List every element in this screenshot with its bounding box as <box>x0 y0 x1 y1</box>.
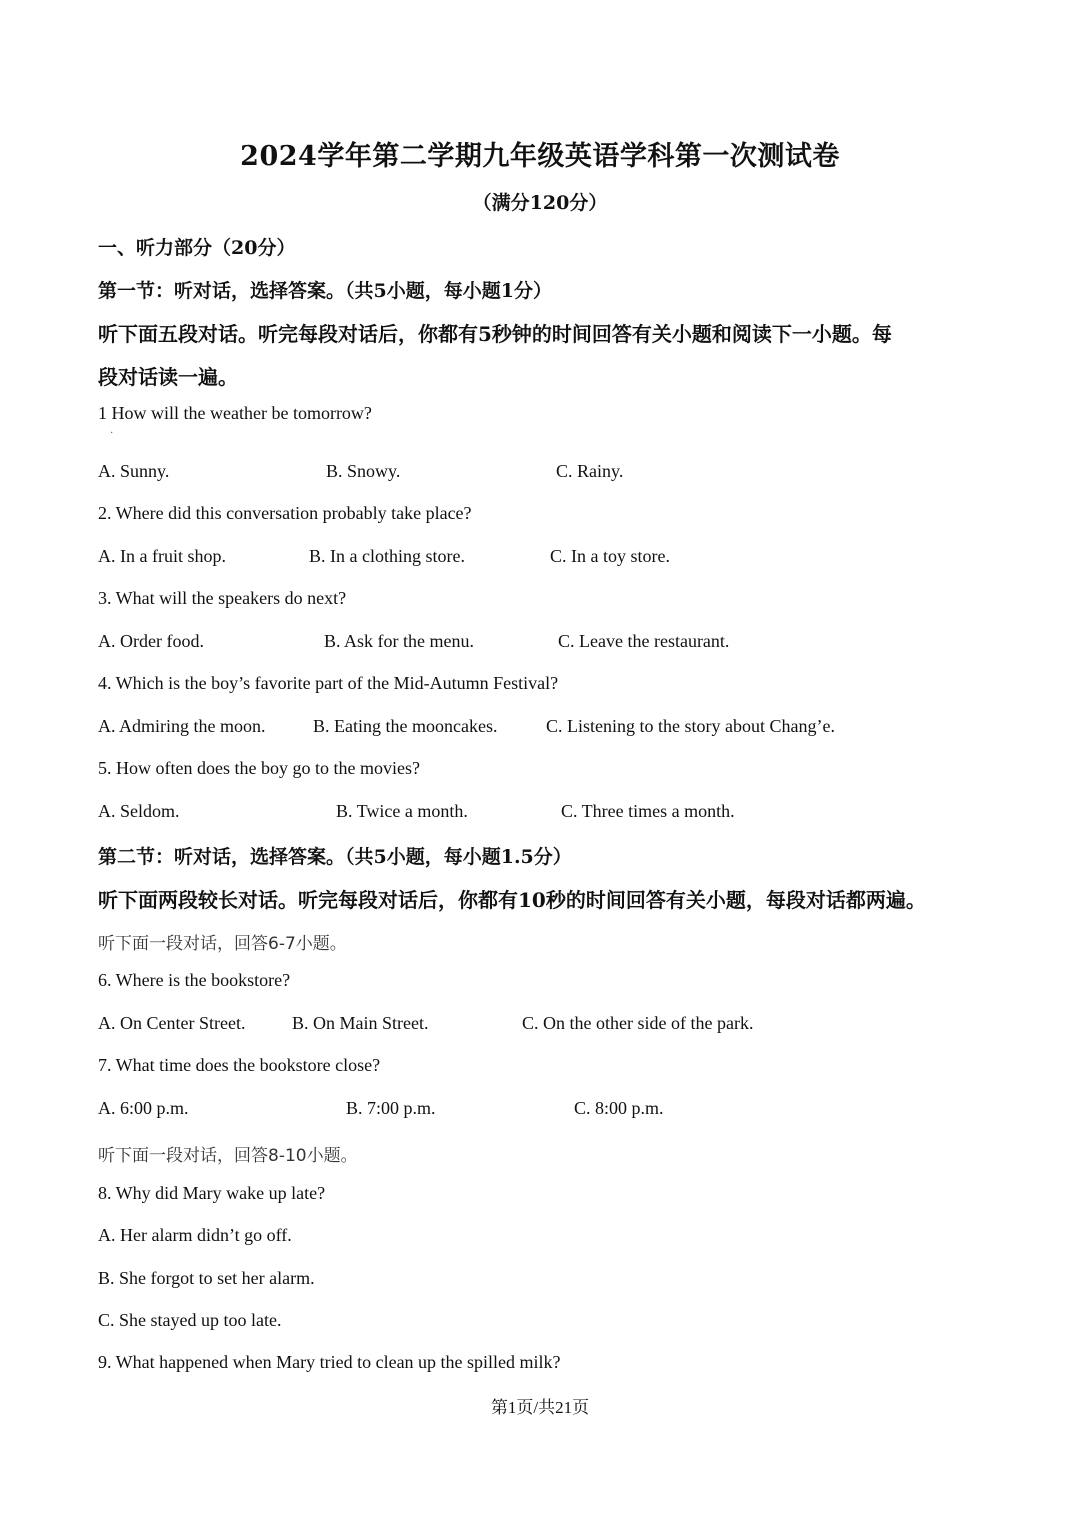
part2-heading: 第二节：听对话，选择答案。（共5小题，每小题1.5分） <box>98 846 572 868</box>
q1-option-a: A. Sunny. <box>98 461 170 481</box>
question-4: 4. Which is the boy’s favorite part of the Mid-Autumn Festival? <box>98 673 559 693</box>
q6-option-b: B. On Main Street. <box>292 1013 429 1033</box>
q8-option-b: B. She forgot to set her alarm. <box>98 1268 315 1288</box>
dialogue-note-8-10: 听下面一段对话，回答8-10小题。 <box>98 1146 358 1166</box>
q5-option-a: A. Seldom. <box>98 801 180 821</box>
q8-option-c: C. She stayed up too late. <box>98 1310 282 1330</box>
part1-instruction-line1: 听下面五段对话。听完每段对话后，你都有5秒钟的时间回答有关小题和阅读下一小题。每 <box>98 322 892 346</box>
q2-option-a: A. In a fruit shop. <box>98 546 226 566</box>
q3-option-b: B. Ask for the menu. <box>324 631 474 651</box>
question-3: 3. What will the speakers do next? <box>98 588 347 608</box>
q6-option-a: A. On Center Street. <box>98 1013 246 1033</box>
q4-option-a: A. Admiring the moon. <box>98 716 266 736</box>
dialogue-note-6-7: 听下面一段对话，回答6-7小题。 <box>98 934 347 954</box>
question-7: 7. What time does the bookstore close? <box>98 1055 381 1075</box>
q8-option-a: A. Her alarm didn’t go off. <box>98 1225 292 1245</box>
q7-option-a: A. 6:00 p.m. <box>98 1098 189 1118</box>
q1-option-c: C. Rainy. <box>556 461 624 481</box>
q2-option-b: B. In a clothing store. <box>309 546 465 566</box>
question-5: 5. How often does the boy go to the movies? <box>98 758 420 778</box>
question-2: 2. Where did this conversation probably take place? <box>98 503 472 523</box>
page-footer: 第1页/共21页 <box>490 1398 590 1417</box>
q3-option-c: C. Leave the restaurant. <box>558 631 730 651</box>
part1-instruction-line2: 段对话读一遍。 <box>98 365 238 389</box>
q5-option-b: B. Twice a month. <box>336 801 468 821</box>
q4-option-c: C. Listening to the story about Chang’e. <box>546 716 835 736</box>
question-9: 9. What happened when Mary tried to clean up the spilled milk? <box>98 1352 561 1372</box>
q2-option-c: C. In a toy store. <box>550 546 670 566</box>
question-1: 1 How will the weather be tomorrow? <box>98 403 372 423</box>
question-6: 6. Where is the bookstore? <box>98 970 291 990</box>
page-title: 2024学年第二学期九年级英语学科第一次测试卷 <box>240 141 840 172</box>
q7-option-c: C. 8:00 p.m. <box>574 1098 664 1118</box>
q1-option-b: B. Snowy. <box>326 461 401 481</box>
question-8: 8. Why did Mary wake up late? <box>98 1183 326 1203</box>
q4-option-b: B. Eating the mooncakes. <box>313 716 498 736</box>
part1-heading: 第一节：听对话，选择答案。（共5小题，每小题1分） <box>98 280 552 302</box>
q3-option-a: A. Order food. <box>98 631 204 651</box>
section-heading: 一、听力部分（20分） <box>98 237 296 259</box>
q7-option-b: B. 7:00 p.m. <box>346 1098 436 1118</box>
q6-option-c: C. On the other side of the park. <box>522 1013 754 1033</box>
page-subtitle: （满分120分） <box>472 192 608 214</box>
stray-mark: · <box>110 428 114 439</box>
q5-option-c: C. Three times a month. <box>561 801 735 821</box>
part2-instruction: 听下面两段较长对话。听完每段对话后，你都有10秒的时间回答有关小题，每段对话都两遍。 <box>98 888 926 912</box>
